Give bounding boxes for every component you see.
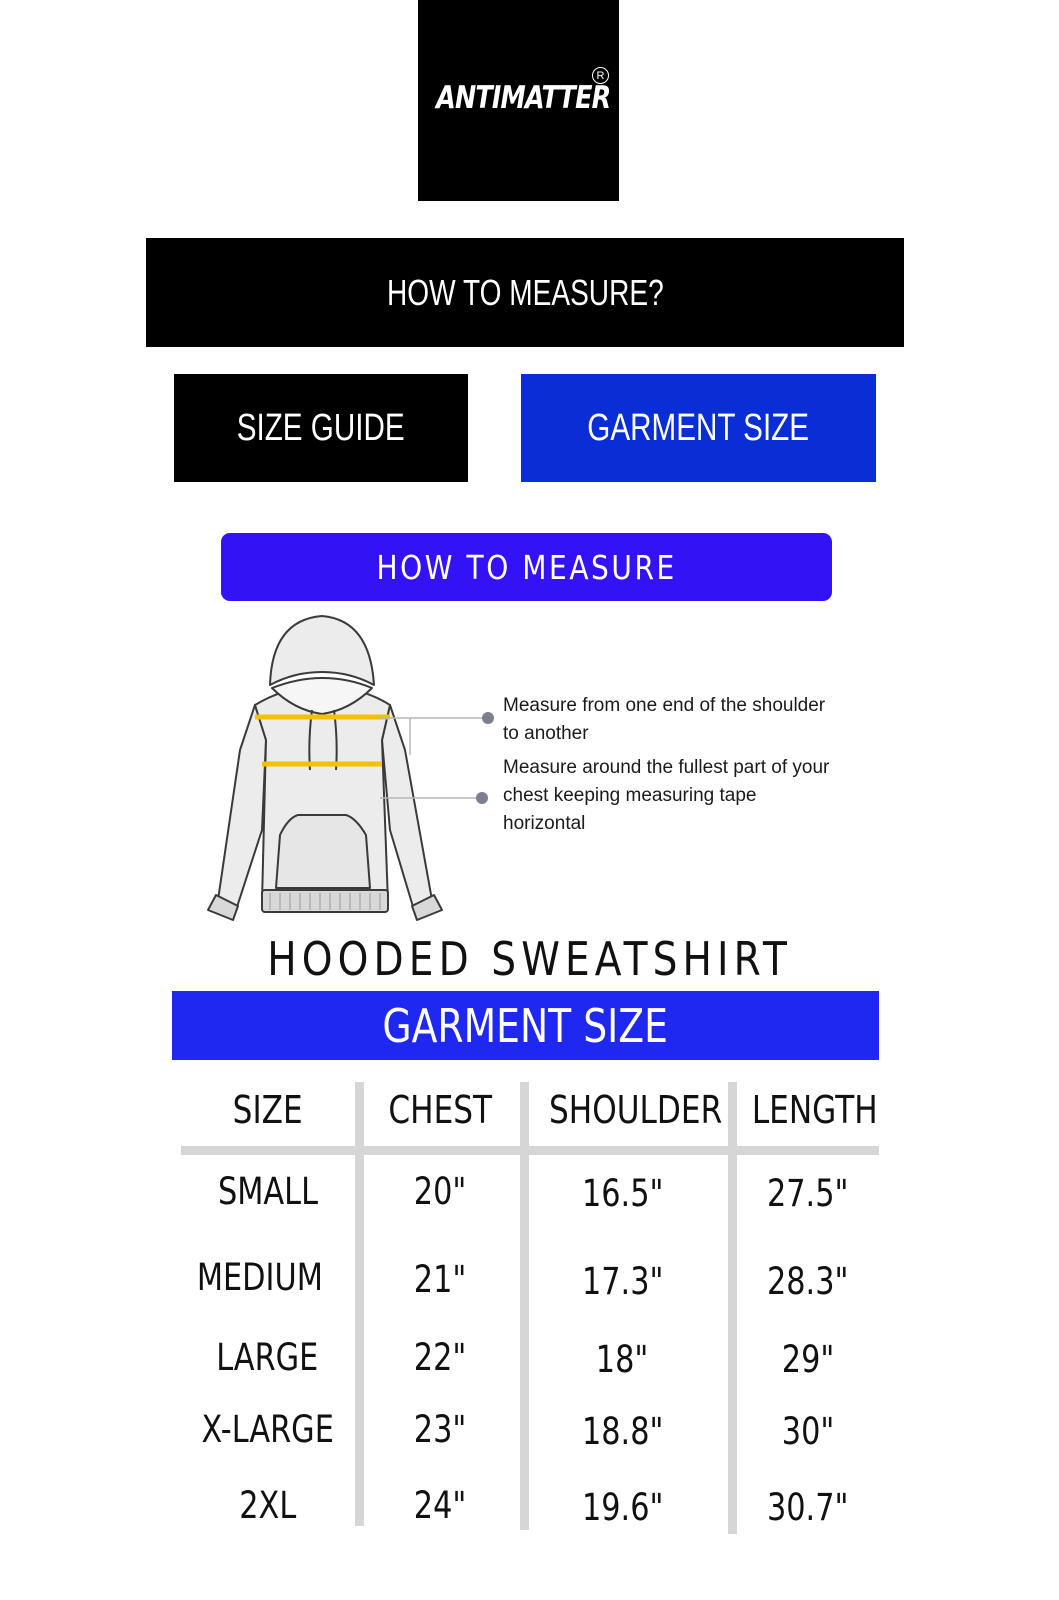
chest-cell: 20" — [413, 1170, 467, 1213]
how-to-measure-banner — [221, 533, 832, 601]
brand-logo — [418, 0, 619, 201]
table-header-divider — [181, 1146, 879, 1155]
size-guide-button[interactable] — [174, 374, 468, 482]
column-header-shoulder: SHOULDER — [549, 1088, 723, 1132]
chest-cell: 21" — [413, 1258, 467, 1301]
table-column-divider — [355, 1082, 364, 1526]
shoulder-cell: 18" — [596, 1338, 649, 1381]
length-cell: 28.3" — [767, 1260, 849, 1303]
column-header-length: LENGTH — [751, 1088, 878, 1132]
size-cell: X-LARGE — [201, 1408, 334, 1451]
shoulder-note: Measure from one end of the shoulder to another — [503, 695, 826, 744]
table-column-divider — [728, 1082, 737, 1534]
garment-size-banner — [172, 991, 879, 1060]
shoulder-cell: 19.6" — [581, 1486, 664, 1529]
measure-leader-lines — [380, 705, 510, 810]
product-title — [0, 932, 1059, 986]
size-cell: SMALL — [217, 1170, 318, 1213]
size-cell: MEDIUM — [196, 1256, 323, 1299]
shoulder-cell: 17.3" — [581, 1260, 664, 1303]
length-cell: 29" — [781, 1338, 835, 1381]
length-cell: 27.5" — [767, 1172, 849, 1215]
chest-cell: 24" — [413, 1484, 467, 1527]
registered-mark: R — [592, 67, 609, 84]
garment-size-banner-label: GARMENT SIZE — [382, 998, 669, 1053]
product-title-text: HOODED SWEATSHIRT — [267, 932, 792, 986]
column-header-size: SIZE — [232, 1088, 303, 1132]
brand-name: ANTIMATTER — [436, 80, 611, 116]
length-cell: 30" — [781, 1410, 835, 1453]
how-to-measure-banner-label: HOW TO MEASURE — [376, 547, 677, 587]
size-cell: 2XL — [238, 1484, 296, 1527]
length-cell: 30.7" — [767, 1486, 849, 1529]
chest-note: Measure around the fullest part of your chest keeping measuring tape horizontal — [503, 757, 830, 834]
shoulder-cell: 18.8" — [581, 1410, 664, 1453]
chest-cell: 23" — [413, 1408, 467, 1451]
size-cell: LARGE — [216, 1336, 319, 1379]
table-column-divider — [520, 1082, 529, 1530]
garment-size-label: GARMENT SIZE — [587, 406, 810, 449]
column-header-chest: CHEST — [388, 1088, 492, 1132]
how-to-measure-button[interactable] — [146, 238, 904, 347]
size-guide-label: SIZE GUIDE — [237, 406, 405, 449]
chest-cell: 22" — [413, 1336, 467, 1379]
garment-size-button[interactable] — [521, 374, 876, 482]
shoulder-cell: 16.5" — [581, 1172, 664, 1215]
how-to-measure-label: HOW TO MEASURE? — [386, 271, 664, 313]
